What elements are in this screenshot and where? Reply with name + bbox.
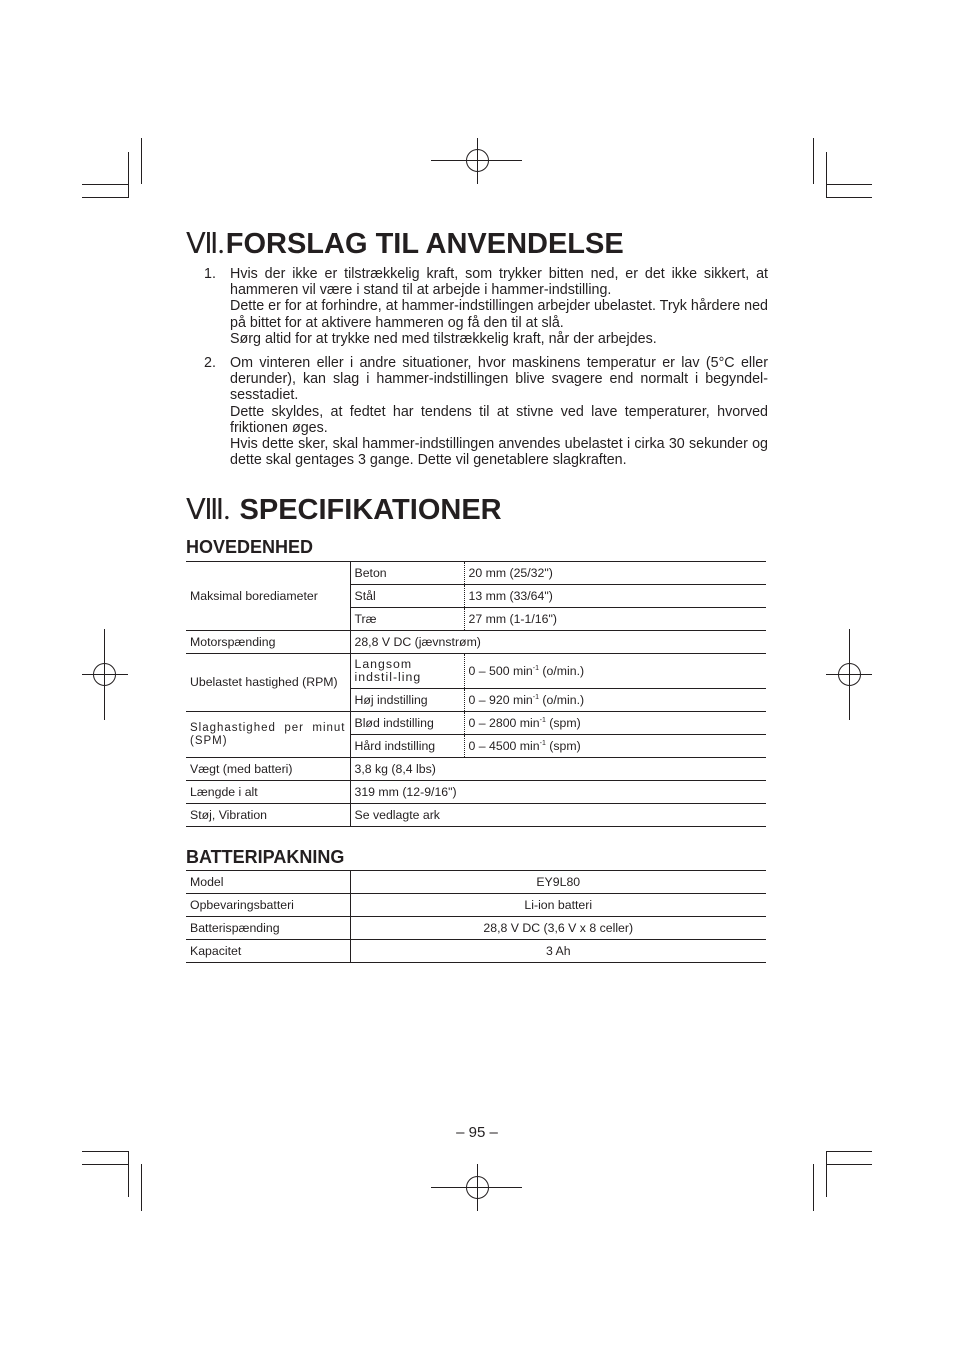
row-label: Vægt (med batteri) <box>186 758 350 781</box>
section-heading-specs <box>186 494 502 526</box>
value: 27 mm (1-1/16") <box>464 608 766 631</box>
item-number: 1. <box>204 266 216 282</box>
row-label: Støj, Vibration <box>186 804 350 827</box>
paragraph: Dette er for at forhindre, at hammer-indstillingen arbejder ubelastet. Tryk hårdere ned på bittet for at aktivere hammeren og få den til at slå. <box>230 298 768 331</box>
table-row <box>186 804 766 827</box>
sub-label: Blød indstilling <box>350 712 464 735</box>
sub-label: Beton <box>350 562 464 585</box>
battery-table <box>186 870 766 963</box>
sub-label: Træ <box>350 608 464 631</box>
value: 0 – 2800 $\min^{-1} (spm)$ <box>464 712 766 735</box>
value: 3,8 kg (8,4 lbs) <box>350 758 766 781</box>
row-label: Motorspænding <box>186 631 350 654</box>
table-row <box>186 631 766 654</box>
value: 319 mm (12-9/16") <box>350 781 766 804</box>
table-row <box>186 894 766 917</box>
value: 0 – 4500 $\min^{-1} (spm)$ <box>464 735 766 758</box>
value: Li-ion batteri <box>350 894 766 917</box>
paragraph: Hvis der ikke er tilstrækkelig kraft, som trykker bitten ned, er det ikke sikkert, at hammeren vil være i stand til at arbejde i hammer-indstilling. <box>230 266 768 299</box>
section-number: Ⅷ. <box>186 494 230 526</box>
page-number: – 95 – <box>456 1124 498 1141</box>
section-title: SPECIFIKATIONER <box>239 494 502 526</box>
paragraph: Om vinteren eller i andre situationer, hvor maskinens temperatur er lav (5°C eller derunder), kan slag i hammer-indstillingen blive svagere end normalt i begyndel-sesstadiet. <box>230 355 768 404</box>
sub-label: Hård indstilling <box>350 735 464 758</box>
table-row <box>186 871 766 894</box>
row-label: Maksimal borediameter <box>186 562 350 631</box>
battery-heading: BATTERIPAKNING <box>186 847 345 867</box>
list-item <box>204 266 768 347</box>
row-label: Længde i alt <box>186 781 350 804</box>
row-label: Opbevaringsbatteri <box>186 894 350 917</box>
value: 0 – 920 $\min^{-1} (o/\min.)$ <box>464 689 766 712</box>
value: 20 mm (25/32") <box>464 562 766 585</box>
value: 0 – 500 $\min^{-1} (o/\min.)$ <box>464 654 766 689</box>
main-unit-table <box>186 561 766 827</box>
table-row <box>186 712 766 735</box>
sub-label: Høj indstilling <box>350 689 464 712</box>
item-number: 2. <box>204 355 216 372</box>
list-item <box>204 355 768 468</box>
value: EY9L80 <box>350 871 766 894</box>
table-row <box>186 562 766 585</box>
table-row <box>186 758 766 781</box>
paragraph: Sørg altid for at trykke ned med tilstrækkelig kraft, når der arbejdes. <box>230 330 657 347</box>
paragraph: Dette skyldes, at fedtet har tendens til at stivne ved lave temperaturer, hvorved friktionen øges. <box>230 403 768 436</box>
sub-label: Langsom indstil-ling <box>350 654 464 689</box>
section-heading-usage <box>186 228 624 260</box>
value: 28,8 V DC (3,6 V x 8 celler) <box>350 917 766 940</box>
row-label: Ubelastet hastighed (RPM) <box>186 654 350 712</box>
sub-label: Stål <box>350 585 464 608</box>
paragraph: Hvis dette sker, skal hammer-indstillingen anvendes ubelastet i cirka 30 sekunder og dette skal gentages 3 gange. Dette vil genetablere slagkraften. <box>230 436 768 469</box>
row-label: Slaghastighed per minut (SPM) <box>186 712 350 758</box>
value: 3 Ah <box>350 940 766 963</box>
main-unit-heading: HOVEDENHED <box>186 537 314 557</box>
row-label: Batterispænding <box>186 917 350 940</box>
value: Se vedlagte ark <box>350 804 766 827</box>
table-row <box>186 781 766 804</box>
row-label: Model <box>186 871 350 894</box>
table-row <box>186 917 766 940</box>
usage-list <box>204 266 768 476</box>
table-row <box>186 654 766 689</box>
section-title: FORSLAG TIL ANVENDELSE <box>225 228 624 260</box>
table-row <box>186 940 766 963</box>
section-number: Ⅶ. <box>186 228 224 260</box>
row-label: Kapacitet <box>186 940 350 963</box>
value: 13 mm (33/64") <box>464 585 766 608</box>
value: 28,8 V DC (jævnstrøm) <box>350 631 766 654</box>
